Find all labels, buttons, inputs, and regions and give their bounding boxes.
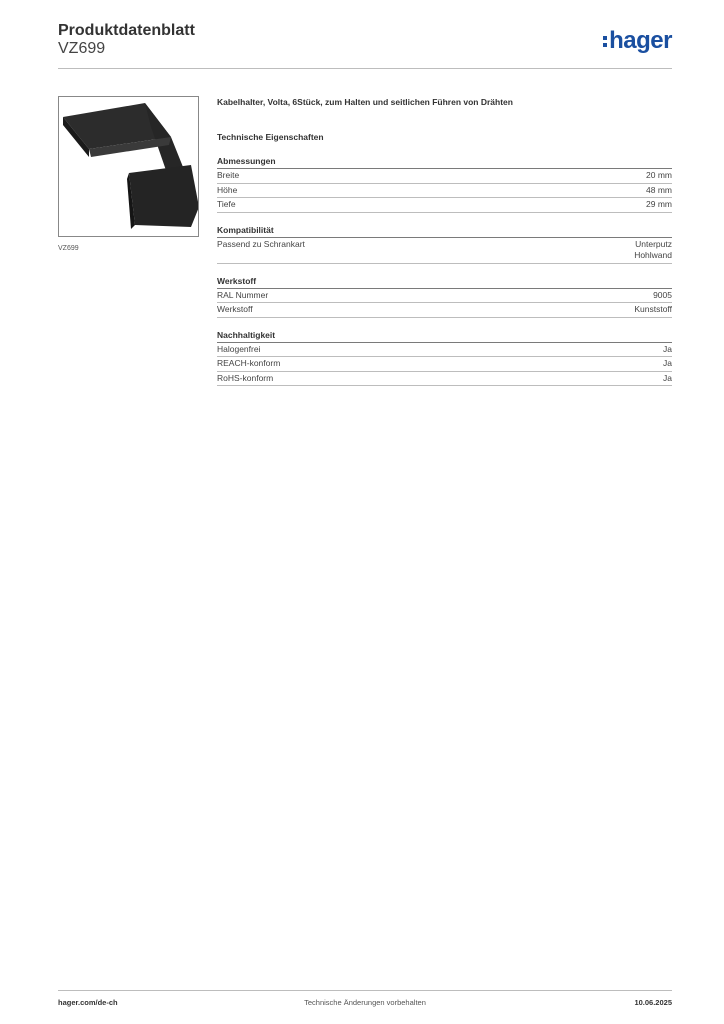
spec-row <box>217 357 672 372</box>
spec-value: 29 mm <box>646 199 672 209</box>
date: 10.06.2025 <box>634 998 672 1007</box>
spec-label: REACH-konform <box>217 358 281 368</box>
spec-row <box>217 372 672 387</box>
section-title: Kompatibilität <box>217 224 672 238</box>
spec-value-line: Unterputz <box>635 238 672 249</box>
header-divider <box>58 68 672 69</box>
section-title: Abmessungen <box>217 155 672 169</box>
spec-label: RAL Nummer <box>217 289 269 300</box>
spec-label: Werkstoff <box>217 304 253 314</box>
spec-row <box>217 198 672 213</box>
spec-row <box>217 238 672 264</box>
specifications <box>217 96 672 397</box>
spec-value: Ja <box>663 343 672 354</box>
disclaimer: Technische Änderungen vorbehalten <box>304 998 426 1007</box>
technical-properties-heading: Technische Eigenschaften <box>217 132 324 142</box>
spec-value: Ja <box>663 358 672 368</box>
spec-label: Höhe <box>217 184 238 195</box>
spec-row <box>217 169 672 184</box>
section-title: Werkstoff <box>217 275 672 289</box>
spec-row <box>217 184 672 199</box>
logo-dots-icon <box>603 36 607 47</box>
section-compatibility <box>217 224 672 264</box>
section-title: Nachhaltigkeit <box>217 329 672 343</box>
website-link[interactable]: hager.com/de-ch <box>58 998 118 1007</box>
spec-value-line: Hohlwand <box>634 250 672 260</box>
spec-row <box>217 303 672 318</box>
section-sustainability <box>217 329 672 387</box>
spec-label: Tiefe <box>217 199 236 209</box>
product-image <box>58 96 199 237</box>
spec-value: Ja <box>663 372 672 383</box>
spec-label: Halogenfrei <box>217 343 261 354</box>
section-dimensions <box>217 155 672 213</box>
document-title: Produktdatenblatt <box>58 22 195 39</box>
page-header <box>58 20 672 70</box>
spec-label: RoHS-konform <box>217 372 274 383</box>
spec-value <box>634 239 672 262</box>
spec-value: 9005 <box>653 289 672 300</box>
spec-value: 20 mm <box>646 170 672 180</box>
product-description: Kabelhalter, Volta, 6Stück, zum Halten und seitlichen Führen von Drähten <box>217 97 513 107</box>
hager-logo[interactable] <box>603 26 672 56</box>
spec-value: 48 mm <box>646 184 672 195</box>
spec-row <box>217 289 672 304</box>
cable-holder-icon <box>59 97 198 236</box>
spec-value: Kunststoff <box>634 304 672 314</box>
image-caption: VZ699 <box>58 245 79 252</box>
footer-divider <box>58 990 672 991</box>
spec-row <box>217 343 672 358</box>
spec-label: Breite <box>217 170 240 180</box>
section-material <box>217 275 672 318</box>
spec-label: Passend zu Schrankart <box>217 238 305 249</box>
product-number: VZ699 <box>58 40 106 57</box>
logo-text: hager <box>609 27 672 54</box>
